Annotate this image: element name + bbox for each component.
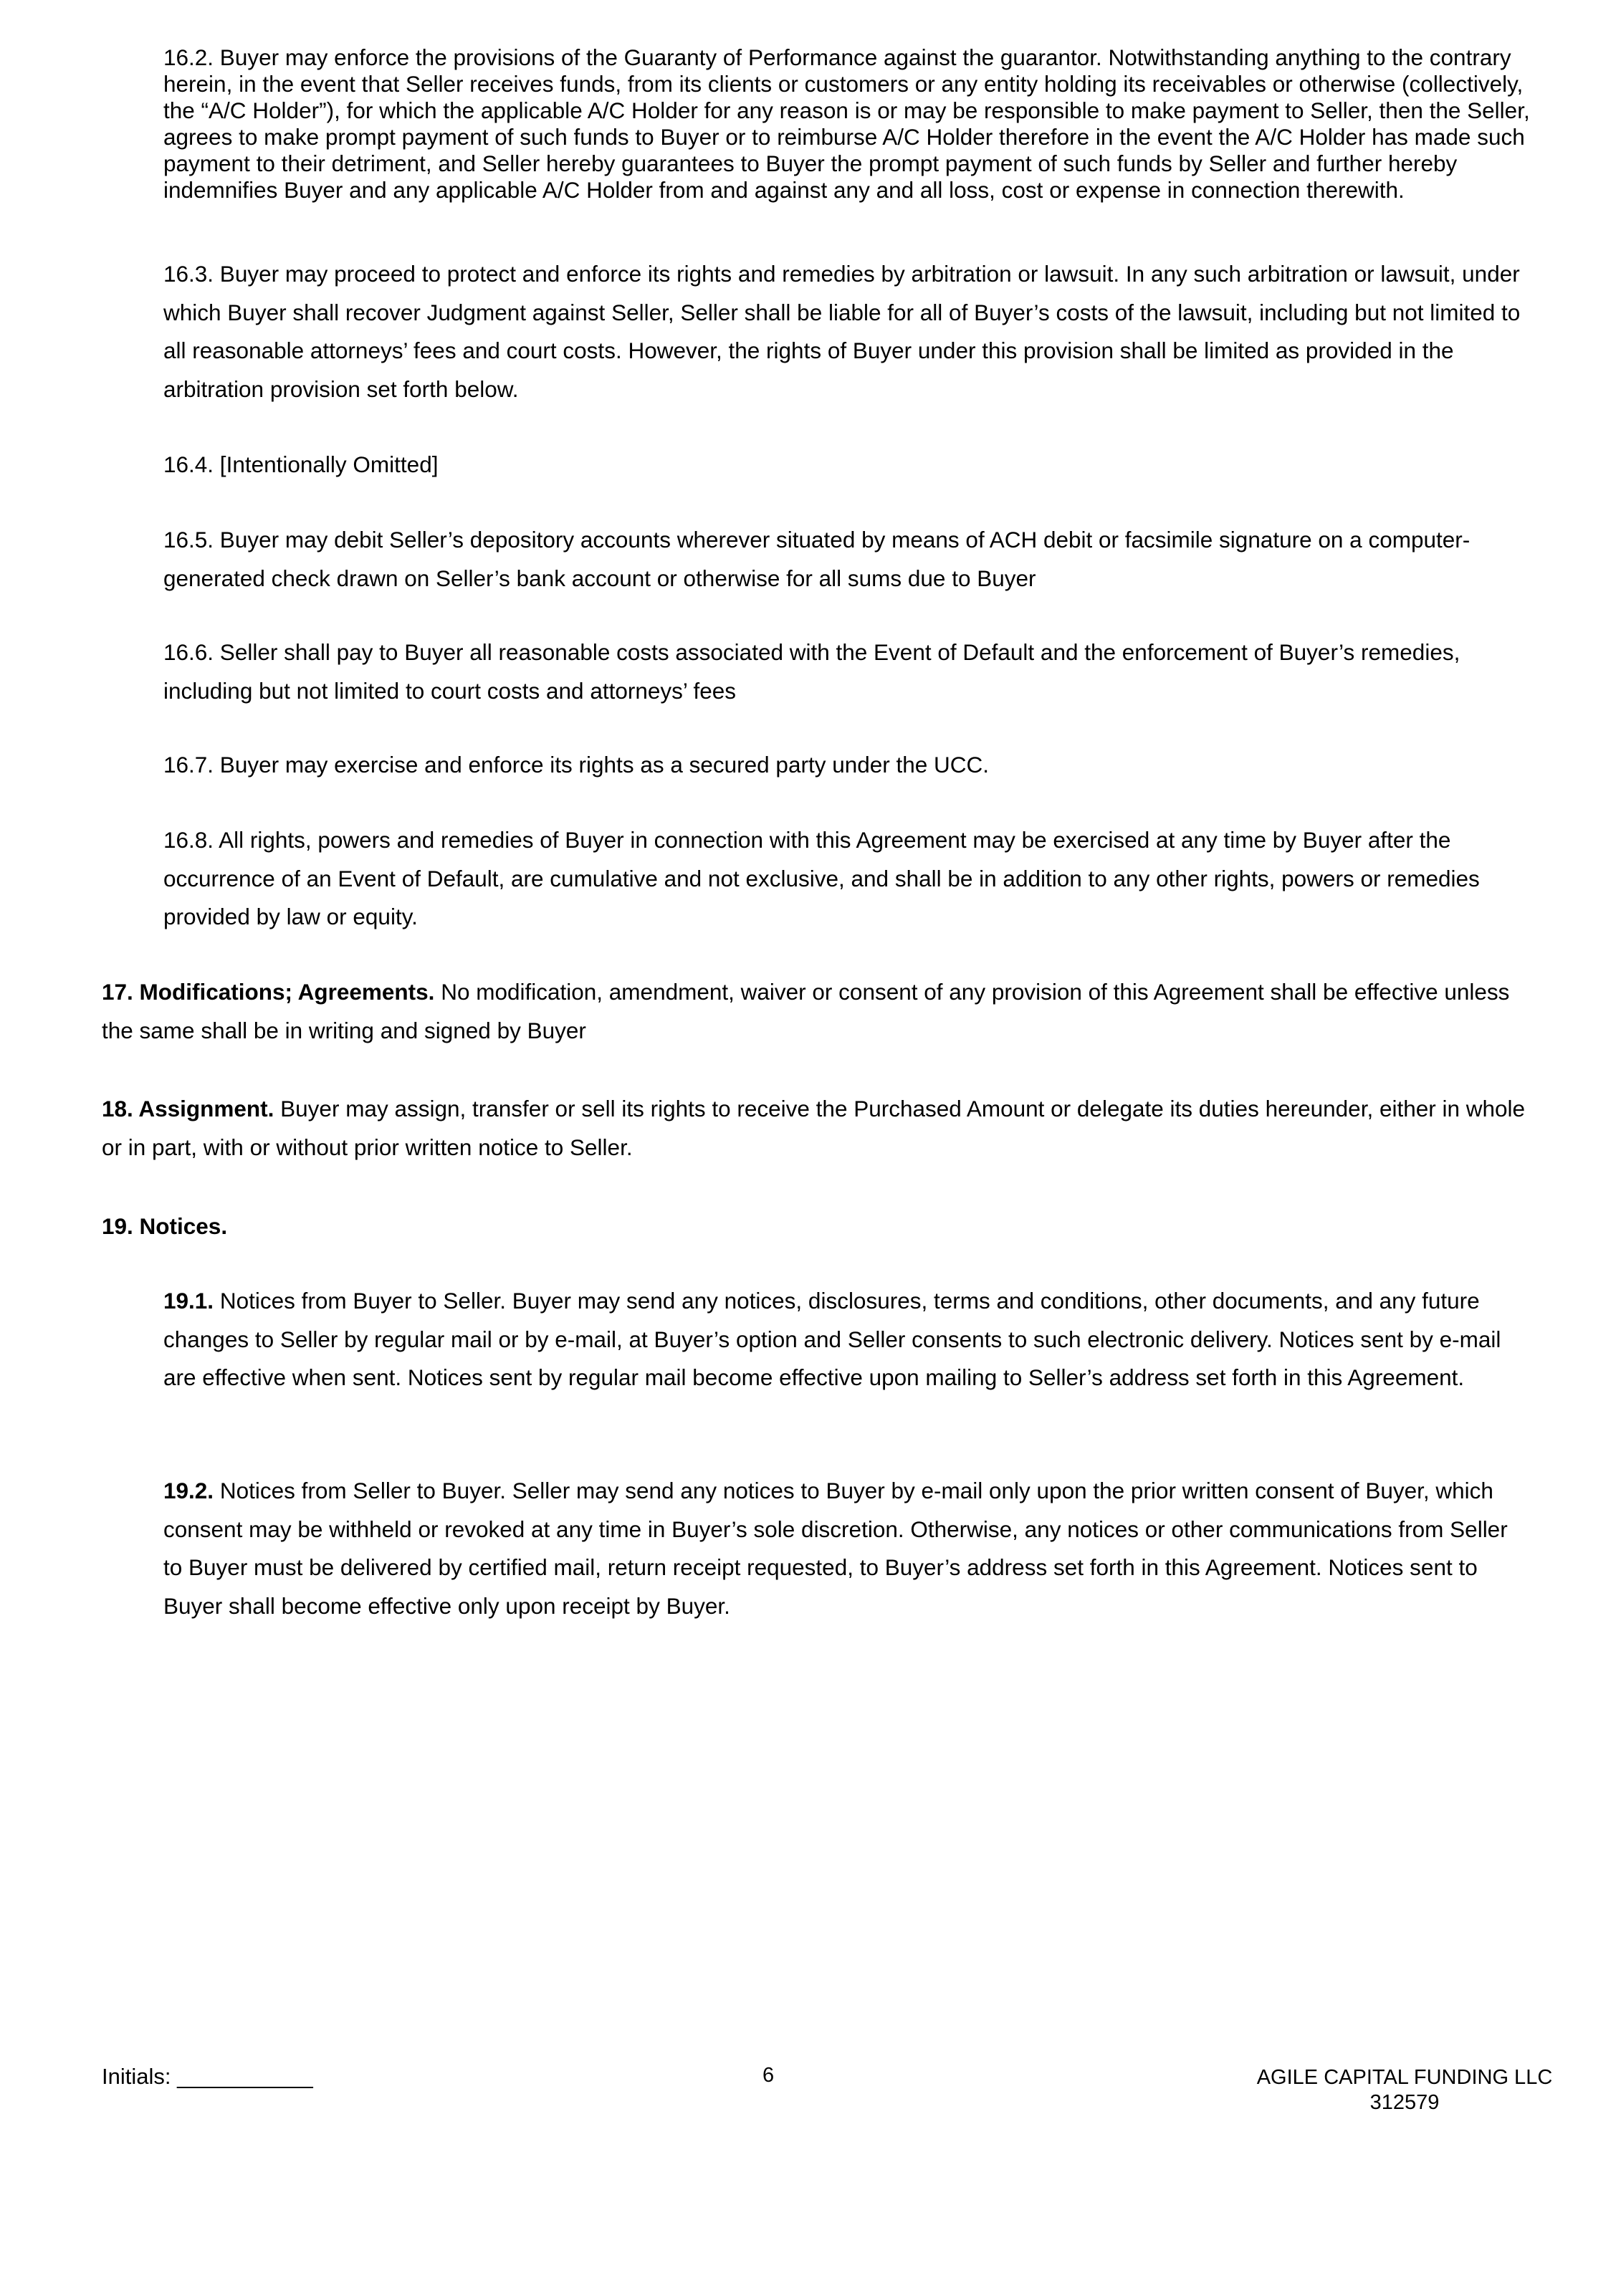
section-16-2-text: 16.2. Buyer may enforce the provisions of the Guaranty of Performance against the guarantor. Notwithstanding anything to the contrary herein, in the event that Seller receives funds, from its clients or customers or any entity holding its receivables or otherwise (collectively, the “A/C Holder”), for which the applicable A/C Holder for any reason is or may be responsible to make payment to Seller, then the Seller, agrees to make prompt payment of such funds to Buyer or to reimburse A/C Holder therefore in the event the A/C Holder has made such payment to their detriment, and Seller hereby guarantees to Buyer the prompt payment of such funds by Seller and further hereby indemnifies Buyer and any applicable A/C Holder from and against any and all loss, cost or expense in connection therewith. xyxy=(163,44,1530,203)
section-16-5 xyxy=(163,521,1532,598)
section-16-4-text: 16.4. [Intentionally Omitted] xyxy=(163,451,439,477)
section-18-body: Buyer may assign, transfer or sell its rights to receive the Purchased Amount or delegate its duties hereunder, either in whole or in part, with or without prior written notice to Seller. xyxy=(102,1096,1526,1160)
section-16-5-text: 16.5. Buyer may debit Seller’s depository accounts wherever situated by means of ACH debit or facsimile signature on a computer-generated check drawn on Seller’s bank account or otherwise for all sums due to Buyer xyxy=(163,527,1471,591)
section-19-2 xyxy=(163,1472,1532,1625)
section-16-6-text: 16.6. Seller shall pay to Buyer all reasonable costs associated with the Event of Default and the enforcement of Buyer’s remedies, including but not limited to court costs and attorneys’ fees xyxy=(163,639,1460,704)
section-18-heading: 18. Assignment. xyxy=(102,1096,274,1121)
section-16-3-text: 16.3. Buyer may proceed to protect and enforce its rights and remedies by arbitration or lawsuit. In any such arbitration or lawsuit, under which Buyer shall recover Judgment against Seller, Seller shall be liable for all of Buyer’s costs of the lawsuit, including but not limited to all reasonable attorneys’ fees and court costs. However, the rights of Buyer under this provision shall be limited as provided in the arbitration provision set forth below. xyxy=(163,261,1521,402)
section-16-3 xyxy=(163,255,1532,408)
page-number: 6 xyxy=(762,2064,775,2087)
section-19-1-text xyxy=(163,1282,1532,1397)
section-17-heading: 17. Modifications; Agreements. xyxy=(102,979,435,1005)
section-19-1 xyxy=(163,1282,1532,1397)
section-19-2-body: Notices from Seller to Buyer. Seller may send any notices to Buyer by e-mail only upon the prior written consent of Buyer, which consent may be withheld or revoked at any time in Buyer’s sole discretion. Otherwise, any notices or other communications from Seller to Buyer must be delivered by certified mail, return receipt requested, to Buyer’s address set forth in this Agreement. Notices sent to Buyer shall become effective only upon receipt by Buyer. xyxy=(163,1478,1508,1619)
section-16-6 xyxy=(163,633,1532,710)
footer-company-block xyxy=(1254,2065,1555,2115)
initials-label: Initials: ___________ xyxy=(102,2064,313,2089)
section-19-1-number: 19.1. xyxy=(163,1288,214,1314)
section-19-2-text xyxy=(163,1472,1532,1625)
section-16-4 xyxy=(163,446,1532,484)
document-id: 312579 xyxy=(1369,2091,1440,2114)
section-17 xyxy=(102,973,1532,1050)
section-17-body: No modification, amendment, waiver or consent of any provision of this Agreement shall be effective unless the same shall be in writing and signed by Buyer xyxy=(102,979,1510,1043)
section-16-7 xyxy=(163,746,1532,785)
section-19-1-body: Notices from Buyer to Seller. Buyer may send any notices, disclosures, terms and conditions, other documents, and any future changes to Seller by regular mail or by e-mail, at Buyer’s option and Seller consents to such electronic delivery. Notices sent by e-mail are effective when sent. Notices sent by regular mail become effective upon mailing to Seller’s address set forth in this Agreement. xyxy=(163,1288,1501,1390)
section-16-8-text: 16.8. All rights, powers and remedies of Buyer in connection with this Agreement may be exercised at any time by Buyer after the occurrence of an Event of Default, are cumulative and not exclusive, and shall be in addition to any other rights, powers or remedies provided by law or equity. xyxy=(163,827,1480,929)
section-16-7-text: 16.7. Buyer may exercise and enforce its rights as a secured party under the UCC. xyxy=(163,752,990,778)
section-18 xyxy=(102,1090,1532,1167)
initials-field xyxy=(102,2064,313,2090)
section-19-2-number: 19.2. xyxy=(163,1478,214,1503)
section-19 xyxy=(102,1207,1532,1246)
company-name: AGILE CAPITAL FUNDING LLC xyxy=(1256,2066,1553,2089)
section-16-2 xyxy=(163,44,1532,204)
section-18-text xyxy=(102,1090,1532,1167)
section-19-heading: 19. Notices. xyxy=(102,1213,228,1239)
section-17-text xyxy=(102,973,1532,1050)
section-16-8 xyxy=(163,821,1532,937)
